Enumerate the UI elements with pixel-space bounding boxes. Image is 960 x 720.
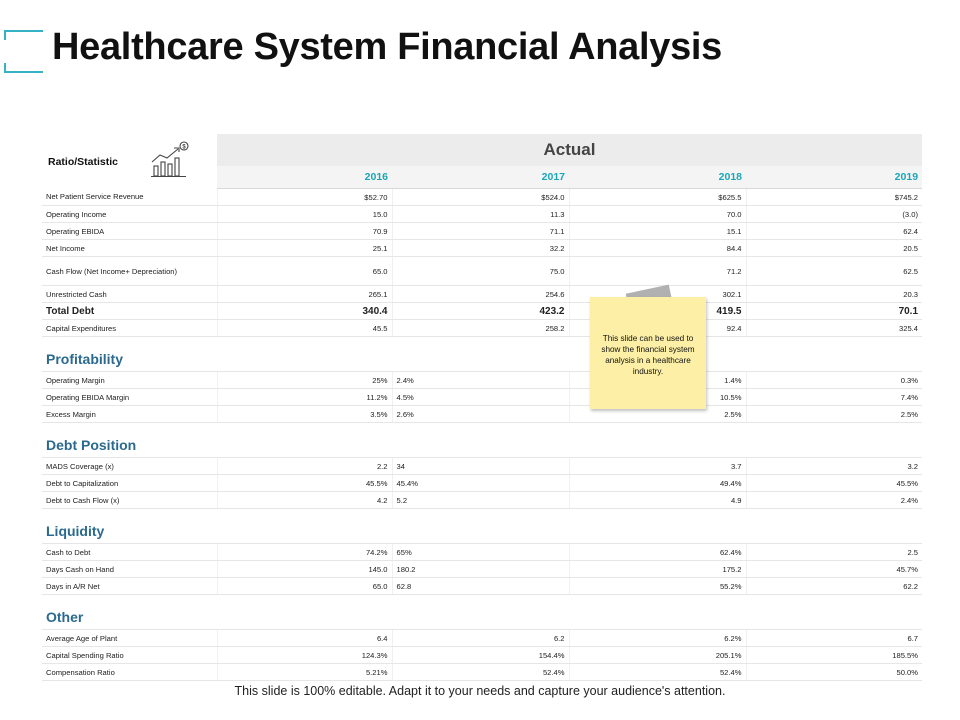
cell-value: 1.4% — [569, 372, 746, 389]
cell-value: 302.1 — [569, 286, 746, 303]
section-title: Debt Position — [42, 423, 922, 458]
section-title: Other — [42, 595, 922, 630]
cell-value-pair — [392, 664, 569, 681]
table-header-row — [42, 134, 922, 166]
row-label: Days in A/R Net — [42, 578, 217, 595]
table-row — [42, 578, 922, 595]
cell-value: 52.4% — [542, 667, 565, 677]
table-row — [42, 492, 922, 509]
cell-value-pair — [392, 578, 569, 595]
cell-value: 45.5 — [217, 320, 392, 337]
cell-value: 4.2 — [217, 492, 392, 509]
cell-value: 45.7% — [746, 561, 922, 578]
table-row — [42, 206, 922, 223]
cell-value: 154.4% — [538, 650, 565, 660]
cell-value: 32.2 — [392, 240, 569, 257]
table-row — [42, 475, 922, 492]
cell-value: 6.2 — [553, 633, 565, 643]
cell-value: 325.4 — [746, 320, 922, 337]
cell-value: 65% — [396, 547, 412, 557]
cell-value-pair — [392, 372, 569, 389]
cell-value: 20.3 — [746, 286, 922, 303]
section-header-row — [42, 423, 922, 458]
table-row — [42, 647, 922, 664]
year-header: 2019 — [746, 166, 922, 189]
row-label: Operating Income — [42, 206, 217, 223]
cell-value: 3.5% — [217, 406, 392, 423]
row-label: Total Debt — [42, 303, 217, 320]
row-label: MADS Coverage (x) — [42, 458, 217, 475]
cell-value-pair — [392, 492, 569, 509]
page-title: Healthcare System Financial Analysis — [52, 26, 722, 68]
row-label: Capital Spending Ratio — [42, 647, 217, 664]
table-row — [42, 303, 922, 320]
section-title: Liquidity — [42, 509, 922, 544]
cell-value-pair — [392, 544, 569, 561]
cell-value: 6.4 — [217, 630, 392, 647]
title-bracket-decoration — [4, 30, 41, 73]
row-label: Net Income — [42, 240, 217, 257]
cell-value: 419.5 — [569, 303, 746, 320]
table-row — [42, 458, 922, 475]
cell-value: 5.2 — [396, 495, 408, 505]
section-title: Profitability — [42, 337, 922, 372]
table-row — [42, 389, 922, 406]
row-label: Debt to Capitalization — [42, 475, 217, 492]
cell-value: 145.0 — [217, 561, 392, 578]
year-header: 2018 — [569, 166, 746, 189]
cell-value: 4.5% — [396, 392, 414, 402]
cell-value: 2.5 — [746, 544, 922, 561]
table-row — [42, 240, 922, 257]
cell-value: 25% — [217, 372, 392, 389]
cell-value: 62.8 — [396, 581, 412, 591]
cell-value: 340.4 — [217, 303, 392, 320]
cell-value-pair — [392, 475, 569, 492]
table-row — [42, 189, 922, 206]
cell-value: 11.2% — [217, 389, 392, 406]
cell-value: 2.2 — [217, 458, 392, 475]
cell-value: 258.2 — [392, 320, 569, 337]
cell-value: 52.4% — [569, 664, 746, 681]
row-label: Unrestricted Cash — [42, 286, 217, 303]
actual-header: Actual — [217, 134, 922, 166]
cell-value: 71.1 — [392, 223, 569, 240]
financial-table — [42, 134, 922, 681]
cell-value: $745.2 — [746, 189, 922, 206]
table-row — [42, 664, 922, 681]
cell-value: 45.5% — [746, 475, 922, 492]
cell-value: 75.0 — [392, 257, 569, 286]
table-row — [42, 223, 922, 240]
row-label: Days Cash on Hand — [42, 561, 217, 578]
cell-value: 7.4% — [746, 389, 922, 406]
cell-value: 45.5% — [217, 475, 392, 492]
cell-value: 62.4 — [746, 223, 922, 240]
svg-text:$: $ — [182, 144, 186, 151]
section-header-row — [42, 509, 922, 544]
row-label: Operating EBIDA — [42, 223, 217, 240]
table-row — [42, 320, 922, 337]
cell-value: 62.5 — [746, 257, 922, 286]
cell-value: 4.9 — [569, 492, 746, 509]
cell-value-pair — [392, 561, 569, 578]
cell-value: 3.2 — [746, 458, 922, 475]
cell-value: 65.0 — [217, 578, 392, 595]
cell-value-pair — [392, 389, 569, 406]
cell-value: $524.0 — [392, 189, 569, 206]
cell-value-pair — [392, 458, 569, 475]
cell-value: 20.5 — [746, 240, 922, 257]
row-label: Excess Margin — [42, 406, 217, 423]
cell-value: 55.2% — [569, 578, 746, 595]
cell-value: $52.70 — [217, 189, 392, 206]
cell-value: 2.5% — [569, 406, 746, 423]
cell-value: 15.0 — [217, 206, 392, 223]
table-row — [42, 561, 922, 578]
row-label: Average Age of Plant — [42, 630, 217, 647]
section-header-row — [42, 337, 922, 372]
section-header-row — [42, 595, 922, 630]
cell-value: 6.2% — [569, 630, 746, 647]
cell-value: 92.4 — [569, 320, 746, 337]
cell-value: $625.5 — [569, 189, 746, 206]
cell-value: 62.4% — [569, 544, 746, 561]
row-label: Cash Flow (Net Income+ Depreciation) — [42, 257, 217, 286]
row-label: Debt to Cash Flow (x) — [42, 492, 217, 509]
row-label: Compensation Ratio — [42, 664, 217, 681]
table-row — [42, 286, 922, 303]
cell-value: 25.1 — [217, 240, 392, 257]
table-row — [42, 406, 922, 423]
cell-value-pair — [392, 406, 569, 423]
cell-value: 175.2 — [569, 561, 746, 578]
year-header: 2016 — [217, 166, 392, 189]
row-label: Net Patient Service Revenue — [42, 189, 217, 206]
cell-value-pair — [392, 647, 569, 664]
row-label: Cash to Debt — [42, 544, 217, 561]
cell-value: 70.1 — [746, 303, 922, 320]
cell-value: 5.21% — [217, 664, 392, 681]
cell-value: 254.6 — [392, 286, 569, 303]
cell-value: 185.5% — [746, 647, 922, 664]
cell-value: 6.7 — [746, 630, 922, 647]
cell-value: 11.3 — [392, 206, 569, 223]
year-header: 2017 — [392, 166, 569, 189]
cell-value: 74.2% — [217, 544, 392, 561]
cell-value: 34 — [396, 461, 405, 471]
cell-value: 2.5% — [746, 406, 922, 423]
cell-value: 10.5% — [569, 389, 746, 406]
table-row — [42, 372, 922, 389]
bar-chart-growth-dollar-icon — [148, 140, 190, 180]
cell-value: 124.3% — [217, 647, 392, 664]
footer-caption: This slide is 100% editable. Adapt it to your needs and capture your audience's attention. — [234, 684, 726, 698]
cell-value: 205.1% — [569, 647, 746, 664]
cell-value: 65.0 — [217, 257, 392, 286]
cell-value: 423.2 — [392, 303, 569, 320]
sticky-note — [590, 297, 706, 409]
cell-value: 2.6% — [396, 409, 414, 419]
cell-value: 45.4% — [396, 478, 419, 488]
cell-value: 265.1 — [217, 286, 392, 303]
ratio-statistic-label: Ratio/Statistic — [48, 156, 119, 168]
cell-value: 2.4% — [746, 492, 922, 509]
table-row — [42, 630, 922, 647]
sticky-note-text: This slide can be used to show the financial system analysis in a healthcare industry. — [601, 334, 695, 376]
cell-value: 84.4 — [569, 240, 746, 257]
cell-value-pair — [392, 630, 569, 647]
ratio-statistic-header — [42, 134, 217, 189]
cell-value: (3.0) — [746, 206, 922, 223]
cell-value: 15.1 — [569, 223, 746, 240]
cell-value: 49.4% — [569, 475, 746, 492]
cell-value: 50.0% — [746, 664, 922, 681]
cell-value: 180.2 — [396, 564, 416, 574]
cell-value: 70.9 — [217, 223, 392, 240]
cell-value: 2.4% — [396, 375, 414, 385]
financial-table-container — [42, 134, 922, 681]
row-label: Capital Expenditures — [42, 320, 217, 337]
cell-value: 71.2 — [569, 257, 746, 286]
row-label: Operating Margin — [42, 372, 217, 389]
table-row — [42, 257, 922, 286]
cell-value: 3.7 — [569, 458, 746, 475]
cell-value: 0.3% — [746, 372, 922, 389]
cell-value: 70.0 — [569, 206, 746, 223]
table-row — [42, 544, 922, 561]
cell-value: 62.2 — [746, 578, 922, 595]
row-label: Operating EBIDA Margin — [42, 389, 217, 406]
